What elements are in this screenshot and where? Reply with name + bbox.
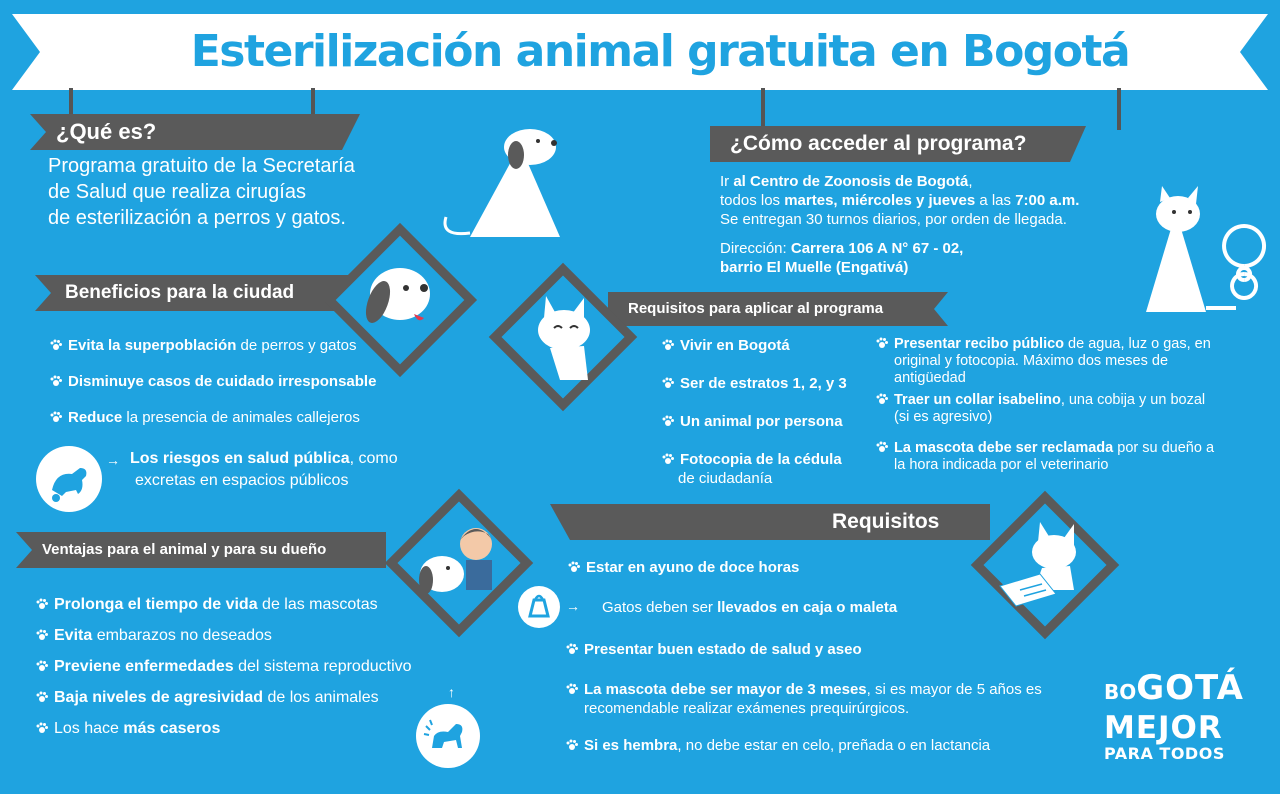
list-item <box>662 336 847 374</box>
paw-icon <box>50 375 62 387</box>
paw-icon <box>568 561 580 573</box>
riesgos-rest: , como <box>349 450 398 467</box>
item-bold: Reduce <box>68 409 123 426</box>
acceso-heading: ¿Cómo acceder al programa? <box>730 132 1027 155</box>
list-item <box>566 736 1042 755</box>
acceso-text-part: Se entregan 30 turnos diarios, por orden de llegada. <box>720 211 1067 228</box>
list-item <box>36 658 412 689</box>
item-bold: La mascota debe ser mayor de 3 meses <box>584 681 867 698</box>
item-text: de agua, luz o gas, en <box>1064 336 1211 352</box>
item-bold: Presentar buen estado de salud y aseo <box>584 641 862 658</box>
requisitos-list-2 <box>566 640 1042 755</box>
acceso-text-part: Ir <box>720 173 734 190</box>
list-item <box>36 720 412 751</box>
acceso-text-part: a las <box>975 192 1016 209</box>
item-bold: Evita <box>54 627 93 644</box>
paw-icon <box>876 337 888 349</box>
item-text: recomendable realizar exámenes prequirúrgicos. <box>584 700 910 717</box>
requisitos-aplicar-left <box>662 336 847 488</box>
item-bold: Traer un collar isabelino <box>894 392 1061 408</box>
que-es-line: Programa gratuito de la Secretaría <box>48 155 355 177</box>
beneficios-list <box>50 336 376 444</box>
item-text: embarazos no deseados <box>92 627 272 644</box>
item-bold: Prolonga el tiempo de vida <box>54 596 258 613</box>
list-item <box>36 596 412 627</box>
item-bold: Baja niveles de agresividad <box>54 689 263 706</box>
list-item <box>876 392 1214 440</box>
item-text: Gatos deben ser <box>602 599 718 616</box>
arrow-icon: → <box>566 598 580 614</box>
logo-text: MEJOR <box>1104 710 1223 746</box>
logo-text: PARA TODOS <box>1104 744 1225 763</box>
item-text: , si es mayor de 5 años es <box>866 681 1042 698</box>
acceso-bold: barrio El Muelle (Engativá) <box>720 259 909 276</box>
list-item <box>662 450 847 488</box>
requisitos-heading: Requisitos <box>832 510 940 533</box>
up-arrow-icon: ↑ <box>448 684 455 700</box>
list-item <box>50 372 376 408</box>
paw-icon <box>662 377 674 389</box>
item-text: por su dueño a <box>1113 440 1215 456</box>
acceso-bold: al Centro de Zoonosis de Bogotá <box>733 173 969 190</box>
barking-dog-icon <box>416 704 480 768</box>
paw-icon <box>36 722 48 734</box>
acceso-text-part: todos los <box>720 192 785 209</box>
acceso-text <box>720 172 1079 277</box>
que-es-line: de esterilización a perros y gatos. <box>48 207 346 229</box>
que-es-line: de Salud que realiza cirugías <box>48 181 306 203</box>
item-text: del sistema reproductivo <box>233 658 412 675</box>
item-bold: Presentar recibo público <box>894 336 1065 352</box>
paw-icon <box>662 453 674 465</box>
paw-icon <box>876 441 888 453</box>
item-bold: Previene enfermedades <box>54 658 234 675</box>
cat-writing-diamond-frame <box>970 490 1120 640</box>
logo-text: BO <box>1104 680 1137 704</box>
list-item <box>876 336 1214 392</box>
paw-icon <box>36 598 48 610</box>
acceso-bold: Carrera 106 A N° 67 - 02, <box>790 240 964 257</box>
acceso-text-part: Dirección: <box>720 240 791 257</box>
item-bold: Vivir en Bogotá <box>680 337 790 354</box>
pooping-dog-icon <box>36 446 102 512</box>
item-text: la presencia de animales callejeros <box>122 409 360 426</box>
requisitos-list <box>568 558 799 577</box>
item-text: de los animales <box>263 689 379 706</box>
paw-icon <box>50 339 62 351</box>
banner-pole <box>1117 88 1121 130</box>
sitting-cat-illustration <box>1140 182 1280 322</box>
list-item <box>50 336 376 372</box>
item-bold: más caseros <box>123 720 221 737</box>
item-text: (si es agresivo) <box>894 409 993 425</box>
list-item <box>36 627 412 658</box>
cat-diamond-frame <box>488 262 638 412</box>
paw-icon <box>662 339 674 351</box>
beneficios-banner <box>35 275 365 311</box>
item-text: , una cobija y un bozal <box>1060 392 1206 408</box>
item-text: de perros y gatos <box>236 337 357 354</box>
item-text: de las mascotas <box>257 596 378 613</box>
ventajas-heading: Ventajas para el animal y para su dueño <box>42 541 327 558</box>
list-item <box>876 440 1214 474</box>
item-bold: Un animal por persona <box>680 413 843 430</box>
item-bold: Disminuye casos de cuidado irresponsable <box>68 373 377 390</box>
item-bold: Fotocopia de la cédula <box>680 451 842 468</box>
paw-icon <box>36 660 48 672</box>
item-bold: Estar en ayuno de doce horas <box>586 559 800 576</box>
list-item <box>662 412 847 450</box>
paw-icon <box>566 739 578 751</box>
item-bold: Ser de estratos 1, 2, y 3 <box>680 375 847 392</box>
item-bold: Si es hembra <box>584 737 678 754</box>
banner-pole <box>761 88 765 130</box>
item-text: antigüedad <box>894 370 966 386</box>
list-item <box>566 680 1042 736</box>
paw-icon <box>566 643 578 655</box>
requisitos-aplicar-heading: Requisitos para aplicar al programa <box>628 300 884 317</box>
item-bold: La mascota debe ser reclamada <box>894 440 1114 456</box>
list-item <box>662 374 847 412</box>
riesgos-text <box>130 448 398 492</box>
paw-icon <box>36 629 48 641</box>
requisitos-banner <box>550 504 990 540</box>
paw-icon <box>36 691 48 703</box>
beneficios-heading: Beneficios para la ciudad <box>65 282 295 303</box>
list-item <box>568 558 799 577</box>
page-title: Esterilización animal gratuita en Bogotá <box>190 26 1130 77</box>
pet-carrier-icon <box>518 586 560 628</box>
item-bold: Evita la superpoblación <box>68 337 237 354</box>
que-es-banner <box>30 114 360 150</box>
acceso-bold: 7:00 a.m. <box>1015 192 1080 209</box>
list-item <box>50 408 376 444</box>
item-text: original y fotocopia. Máximo dos meses de <box>894 353 1169 369</box>
acceso-text-part: , <box>968 173 973 190</box>
que-es-text <box>48 153 355 231</box>
list-item <box>566 640 1042 680</box>
item-text: de ciudadanía <box>678 470 773 487</box>
item-text: , no debe estar en celo, preñada o en lactancia <box>677 737 991 754</box>
ventajas-banner <box>16 532 386 568</box>
arrow-icon: → <box>106 452 120 468</box>
requisitos-aplicar-right <box>876 336 1214 474</box>
riesgos-bold: Los riesgos en salud pública <box>130 450 350 467</box>
riesgos-line2: excretas en espacios públicos <box>135 472 349 489</box>
paw-icon <box>566 683 578 695</box>
bogota-logo <box>1104 670 1264 764</box>
acceso-bold: martes, miércoles y jueves <box>784 192 976 209</box>
que-es-heading: ¿Qué es? <box>56 119 157 144</box>
logo-text: GOTÁ <box>1136 668 1244 708</box>
requisitos-aplicar-banner <box>608 292 948 326</box>
ventajas-list <box>36 596 412 751</box>
acceso-banner <box>710 126 1086 162</box>
paw-icon <box>876 393 888 405</box>
list-item <box>36 689 412 720</box>
item-text: Los hace <box>54 720 124 737</box>
requisitos-item-gatos <box>602 598 897 617</box>
paw-icon <box>662 415 674 427</box>
paw-icon <box>50 411 62 423</box>
item-bold: llevados en caja o maleta <box>717 599 898 616</box>
item-text: la hora indicada por el veterinario <box>894 457 1109 473</box>
